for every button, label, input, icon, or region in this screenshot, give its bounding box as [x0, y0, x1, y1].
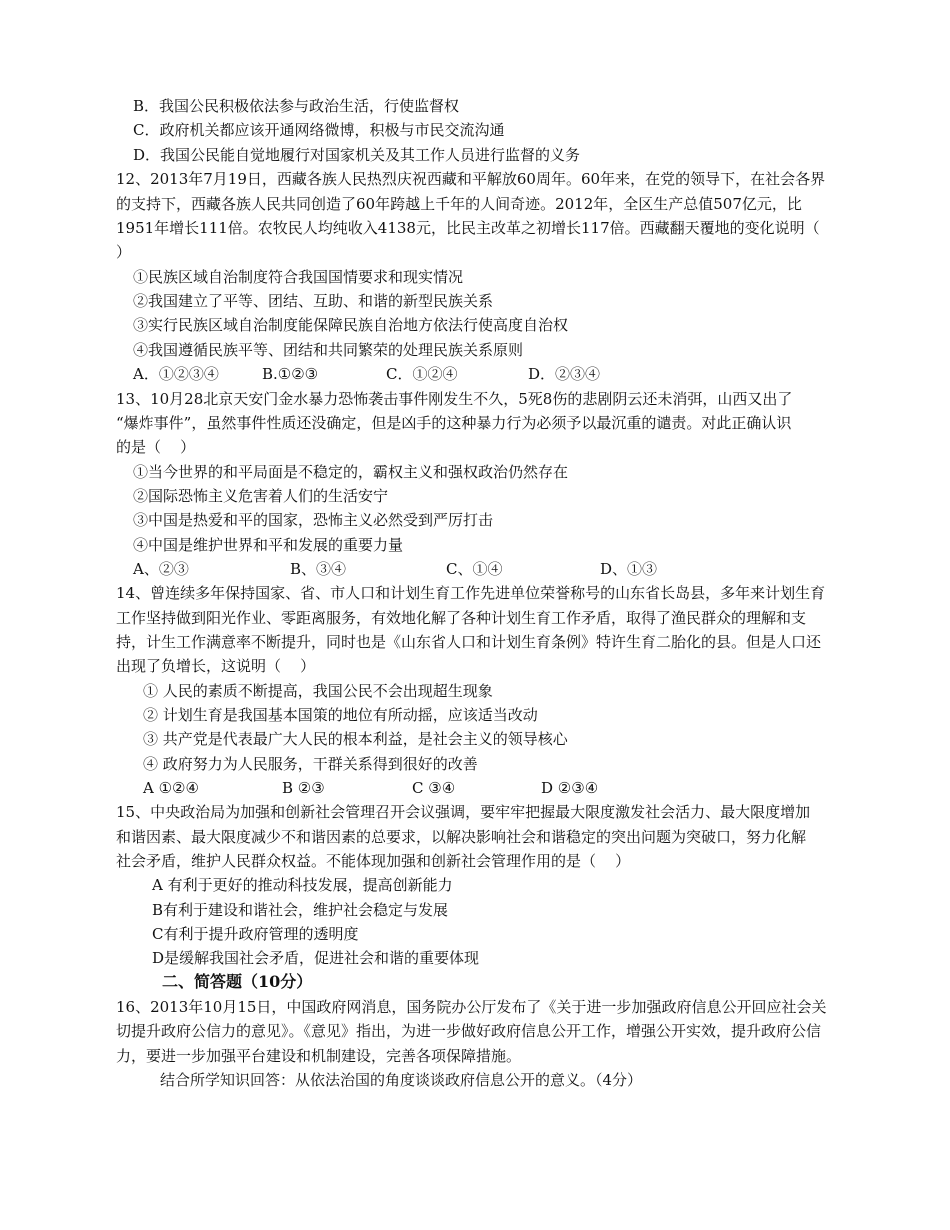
q15-choice-b: B有利于建设和谐社会，维护社会稳定与发展: [152, 901, 449, 919]
q13-stem-line: 13、10月28北京天安门金水暴力恐怖袭击事件刚发生不久，5死8伤的悲剧阴云还未消弭，山西又出了: [116, 390, 793, 408]
q12-choice-a: A．①②③④: [133, 365, 219, 383]
q16-stem-line: 16、2013年10月15日，中国政府网消息，国务院办公厅发布了《关于进一步加强政府信息公开回应社会关: [116, 998, 827, 1016]
q11-option-d: D．我国公民能自觉地履行对国家机关及其工作人员进行监督的义务: [133, 146, 581, 164]
q12-item: ③实行民族区域自治制度能保障民族自治地方依法行使高度自治权: [133, 316, 569, 334]
q14-item: ② 计划生育是我国基本国策的地位有所动摇，应该适当改动: [143, 706, 538, 724]
q13-choice-d: D、①③: [600, 560, 658, 578]
q14-item: ③ 共产党是代表最广大人民的根本利益，是社会主义的领导核心: [143, 730, 568, 748]
q13-choice-b: B、③④: [290, 560, 347, 578]
q16-stem-line: 切提升政府公信力的意见》。《意见》指出，为进一步做好政府信息公开工作，增强公开实效，提升政府公信: [116, 1022, 822, 1040]
q12-stem-line: 1951年增长111倍。农牧民人均纯收入4138元，比民主改革之初增长117倍。西藏翻天覆地的变化说明（: [116, 219, 820, 237]
q13-choice-c: C、①④: [446, 560, 503, 578]
q14-stem-line: 出现了负增长，这说明（ ）: [116, 657, 316, 675]
q12-stem-line: 的支持下，西藏各族人民共同创造了60年跨越上千年的人间奇迹。2012年，全区生产总值507亿元，比: [116, 195, 802, 213]
q12-item: ④我国遵循民族平等、团结和共同繁荣的处理民族关系原则: [133, 341, 524, 359]
q14-choice-d: D ②③④: [541, 779, 599, 797]
q15-stem-line: 15、中央政治局为加强和创新社会管理召开会议强调，要牢牢把握最大限度激发社会活力、最大限度增加: [116, 803, 811, 821]
q16-question: 结合所学知识回答：从依法治国的角度谈谈政府信息公开的意义。（4分）: [160, 1071, 643, 1089]
q13-choice-a: A、②③: [133, 560, 189, 578]
q13-item: ①当今世界的和平局面是不稳定的，霸权主义和强权政治仍然存在: [133, 463, 569, 481]
q13-stem-line: “爆炸事件”，虽然事件性质还没确定，但是凶手的这种暴力行为必须予以最沉重的谴责。对此正确认识: [116, 414, 792, 432]
q14-stem-line: 14、曾连续多年保持国家、省、市人口和计划生育工作先进单位荣誉称号的山东省长岛县，多年来计划生育: [116, 584, 826, 602]
q12-stem-line: 12、2013年7月19日，西藏各族人民热烈庆祝西藏和平解放60周年。60年来，在党的领导下，在社会各界: [116, 170, 826, 188]
q14-item: ④ 政府努力为人民服务，干群关系得到很好的改善: [143, 755, 478, 773]
q13-stem-line: 的是（ ）: [116, 438, 196, 456]
q16-stem-line: 力，要进一步加强平台建设和机制建设，完善各项保障措施。: [116, 1047, 522, 1065]
q15-choice-d: D是缓解我国社会矛盾，促进社会和谐的重要体现: [152, 949, 480, 967]
q12-choice-d: D．②③④: [528, 365, 601, 383]
q13-item: ③中国是热爱和平的国家，恐怖主义必然受到严厉打击: [133, 511, 494, 529]
q13-item: ②国际恐怖主义危害着人们的生活安宁: [133, 487, 389, 505]
q12-item: ①民族区域自治制度符合我国国情要求和现实情况: [133, 268, 464, 286]
q15-stem-line: 和谐因素、最大限度减少不和谐因素的总要求，以解决影响社会和谐稳定的突出问题为突破口，努力化解: [116, 828, 807, 846]
q12-item: ②我国建立了平等、团结、互助、和谐的新型民族关系: [133, 292, 494, 310]
q14-choice-a: A ①②④: [143, 779, 199, 797]
q12-choice-b: B.①②③: [262, 365, 319, 383]
q12-stem-line: ）: [116, 243, 132, 261]
q11-option-c: C．政府机关都应该开通网络微博，积极与市民交流沟通: [133, 121, 505, 139]
q14-stem-line: 工作坚持做到阳光作业、零距离服务，有效地化解了各种计划生育工作矛盾，取得了渔民群众的理解和支: [116, 609, 807, 627]
section-heading: 二、简答题（10分）: [162, 972, 313, 991]
q15-choice-a: A 有利于更好的推动科技发展，提高创新能力: [152, 876, 453, 894]
q14-choice-c: C ③④: [412, 779, 456, 797]
q15-stem-line: 社会矛盾，维护人民群众权益。不能体现加强和创新社会管理作用的是（ ）: [116, 852, 631, 870]
q13-item: ④中国是维护世界和平和发展的重要力量: [133, 536, 404, 554]
q14-item: ① 人民的素质不断提高，我国公民不会出现超生现象: [143, 682, 493, 700]
q12-choice-c: C．①②④: [386, 365, 458, 383]
q15-choice-c: C有利于提升政府管理的透明度: [152, 925, 359, 943]
q11-option-b: B．我国公民积极依法参与政治生活，行使监督权: [133, 97, 460, 115]
q14-stem-line: 持，计生工作满意率不断提升，同时也是《山东省人口和计划生育条例》特许生育二胎化的县。但是人口还: [116, 633, 822, 651]
q14-choice-b: B ②③: [282, 779, 325, 797]
